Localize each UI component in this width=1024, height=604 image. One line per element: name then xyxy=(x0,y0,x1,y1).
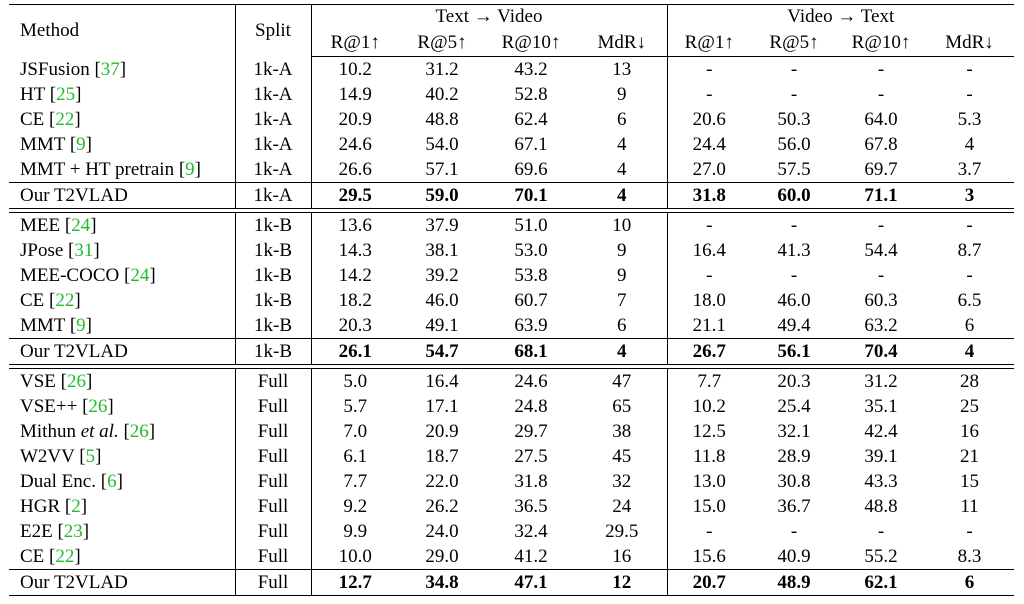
cell-value: 67.1 xyxy=(514,134,548,155)
cell-value: 30.8 xyxy=(777,471,811,492)
cell-value: 45 xyxy=(612,446,632,467)
cell-value: 31.2 xyxy=(425,59,459,80)
cell-value: 34.8 xyxy=(399,570,485,596)
cell-value: 4 xyxy=(925,339,1014,365)
cell-value: 3 xyxy=(925,183,1014,209)
cell-value: 70.4 xyxy=(837,339,925,365)
cell-value: 21 xyxy=(960,446,980,467)
cell-value: 7.7 xyxy=(667,369,751,395)
cell-value: 49.1 xyxy=(399,313,485,339)
cell-value: 32.1 xyxy=(777,421,811,442)
column-group-video-to-text: Video → Text xyxy=(667,5,1014,30)
cell-value: 60.0 xyxy=(751,183,837,209)
method-name: MMT xyxy=(20,134,66,155)
cell-value: 26.7 xyxy=(667,339,751,365)
cell-split: Full xyxy=(235,469,311,494)
table-row xyxy=(9,238,1014,263)
citation-ref: 22 xyxy=(55,546,75,567)
cell-value: 49.4 xyxy=(751,313,837,339)
cell-value: 62.1 xyxy=(837,570,925,596)
method-name: CE xyxy=(20,109,45,130)
cell-value: 20.9 xyxy=(311,107,399,132)
cell-value: 9.2 xyxy=(311,494,399,519)
cell-value: 32 xyxy=(612,471,632,492)
table-body xyxy=(9,57,1014,596)
method-name: HGR xyxy=(20,496,61,517)
cell-value: 4 xyxy=(577,157,667,183)
cell-value: 50.3 xyxy=(777,109,811,130)
cell-value: 31.2 xyxy=(837,369,925,395)
cell-value: 15 xyxy=(960,471,980,492)
cell-value: - xyxy=(667,82,751,107)
table-row-ours xyxy=(9,570,1014,596)
cell-value: 38.1 xyxy=(425,240,459,261)
cell-value: 63.9 xyxy=(485,313,577,339)
citation-ref: 9 xyxy=(76,315,86,336)
cell-method: CE [22] xyxy=(9,544,235,570)
method-name: MEE xyxy=(20,215,61,236)
cell-value: - xyxy=(667,213,751,239)
cell-value: - xyxy=(667,519,751,544)
citation-ref: 22 xyxy=(55,109,75,130)
cell-value: 24 xyxy=(612,496,632,517)
cell-value: 25.4 xyxy=(777,396,811,417)
cell-split: Full xyxy=(235,394,311,419)
cell-value: 9 xyxy=(617,84,627,105)
cell-value: 14.2 xyxy=(311,263,399,288)
cell-value: 20.3 xyxy=(311,313,399,339)
column-header-metric: MdR↓ xyxy=(925,29,1014,57)
cell-value: - xyxy=(877,59,885,80)
cell-value: 29.0 xyxy=(399,544,485,570)
cell-value: 54.0 xyxy=(425,134,459,155)
cell-split: Full xyxy=(235,570,311,596)
cell-value: 11.8 xyxy=(667,444,751,469)
cell-value: 6 xyxy=(577,313,667,339)
citation-ref: 5 xyxy=(85,446,96,467)
cell-value: 38 xyxy=(612,421,632,442)
cell-value: 29.7 xyxy=(514,421,548,442)
cell-value: 48.8 xyxy=(864,496,898,517)
cell-value: - xyxy=(877,265,885,286)
table-header xyxy=(9,5,1014,57)
method-name: MMT + HT pretrain xyxy=(20,159,175,180)
cell-value: 16.4 xyxy=(399,369,485,395)
cell-value: 41.2 xyxy=(485,544,577,570)
citation-ref: 31 xyxy=(74,240,94,261)
cell-value: 25 xyxy=(960,396,980,417)
cell-split: Full xyxy=(235,419,311,444)
cell-value: 9 xyxy=(617,265,627,286)
cell-value: 56.1 xyxy=(751,339,837,365)
cell-value: 41.3 xyxy=(777,240,811,261)
cell-value: 7 xyxy=(617,290,627,311)
cell-method xyxy=(9,570,235,596)
method-name-italic: et al. xyxy=(80,421,119,442)
method-name: VSE xyxy=(20,371,56,392)
method-name: MMT xyxy=(20,315,66,336)
results-table xyxy=(9,4,1014,596)
citation-ref: 2 xyxy=(71,496,81,517)
cell-value: 28 xyxy=(925,369,1014,395)
method-name: JPose xyxy=(20,240,64,261)
cell-value: 14.3 xyxy=(311,238,399,263)
cell-value: 56.0 xyxy=(777,134,811,155)
cell-method: HGR [2] xyxy=(20,496,88,517)
cell-value: 40.2 xyxy=(425,84,459,105)
cell-value: 51.0 xyxy=(485,213,577,239)
cell-value: 12.5 xyxy=(667,419,751,444)
cell-value: 12.7 xyxy=(311,570,399,596)
cell-value: 57.5 xyxy=(751,157,837,183)
cell-value: 5.7 xyxy=(311,394,399,419)
table-row xyxy=(9,394,1014,419)
column-header-metric: R@10↑ xyxy=(837,29,925,57)
cell-value: 5.3 xyxy=(957,109,982,130)
cell-method: MEE-COCO [24] xyxy=(20,265,156,286)
cell-value: 26.1 xyxy=(311,339,399,365)
column-header-metric: R@10↑ xyxy=(485,29,577,57)
cell-value: 40.9 xyxy=(751,544,837,570)
method-name: Our T2VLAD xyxy=(20,572,128,593)
cell-method: CE [22] xyxy=(20,290,81,311)
cell-value: 55.2 xyxy=(837,544,925,570)
cell-value: 68.1 xyxy=(485,339,577,365)
cell-value: 39.1 xyxy=(864,446,898,467)
cell-value: 24.8 xyxy=(514,396,548,417)
cell-method: VSE++ [26] xyxy=(20,396,114,417)
cell-method: HT [25] xyxy=(20,84,82,105)
cell-value: 24.6 xyxy=(311,132,399,157)
cell-split: 1k-B xyxy=(235,238,311,263)
cell-value: 10.0 xyxy=(311,544,399,570)
cell-value: 47 xyxy=(577,369,667,395)
cell-split: 1k-A xyxy=(235,183,311,209)
cell-value: - xyxy=(790,521,798,542)
table-row-ours xyxy=(9,183,1014,209)
cell-value: 36.7 xyxy=(777,496,811,517)
cell-split: Full xyxy=(235,519,311,544)
cell-value: 48.9 xyxy=(751,570,837,596)
cell-value: - xyxy=(790,59,798,80)
cell-method: JSFusion [37] xyxy=(20,58,127,80)
cell-split: 1k-A xyxy=(235,57,311,83)
cell-value: 3.7 xyxy=(925,157,1014,183)
cell-value: 26.6 xyxy=(311,157,399,183)
cell-value: 43.3 xyxy=(864,471,898,492)
cell-value: 24.4 xyxy=(667,132,751,157)
cell-value: 36.5 xyxy=(514,496,548,517)
table-row xyxy=(9,494,1014,519)
table-row-ours xyxy=(9,339,1014,365)
column-header-split: Split xyxy=(235,5,311,57)
cell-value: - xyxy=(837,213,925,239)
cell-method: CE [22] xyxy=(20,109,81,130)
cell-value: 62.4 xyxy=(514,109,548,130)
cell-value: 32.4 xyxy=(514,521,548,542)
method-name: Our T2VLAD xyxy=(20,185,128,206)
cell-value: 8.7 xyxy=(957,240,982,261)
cell-value: 65 xyxy=(612,396,632,417)
cell-value: - xyxy=(966,84,973,105)
cell-value: 53.8 xyxy=(514,265,548,286)
cell-split: Full xyxy=(235,444,311,469)
cell-value: - xyxy=(667,263,751,288)
cell-value: 8.3 xyxy=(925,544,1014,570)
cell-method: MMT + HT pretrain [9] xyxy=(9,157,235,183)
cell-split: 1k-A xyxy=(235,157,311,183)
cell-value: 24.0 xyxy=(425,521,459,542)
citation-ref: 26 xyxy=(129,421,149,442)
table-row xyxy=(9,213,1014,239)
table-row xyxy=(9,288,1014,313)
cell-method xyxy=(9,183,235,209)
cell-value: 10.2 xyxy=(311,57,399,83)
cell-value: 20.7 xyxy=(667,570,751,596)
cell-value: 31.8 xyxy=(514,471,548,492)
table-row xyxy=(9,313,1014,339)
cell-split: 1k-B xyxy=(235,213,311,239)
table-row xyxy=(9,444,1014,469)
method-name: W2VV xyxy=(20,446,75,467)
cell-split: Full xyxy=(235,369,311,395)
cell-method: W2VV [5] xyxy=(20,446,102,467)
cell-split: 1k-B xyxy=(235,288,311,313)
cell-value: 20.6 xyxy=(667,107,751,132)
cell-split: 1k-A xyxy=(235,132,311,157)
cell-value: - xyxy=(966,265,973,286)
citation-ref: 24 xyxy=(71,215,91,236)
cell-value: 48.8 xyxy=(425,109,459,130)
table-row xyxy=(9,107,1014,132)
table-row xyxy=(9,132,1014,157)
cell-value: 27.5 xyxy=(514,446,548,467)
citation-ref: 9 xyxy=(185,159,195,180)
cell-value: 14.9 xyxy=(311,82,399,107)
method-name: Mithun xyxy=(20,421,76,442)
citation-ref: 23 xyxy=(63,521,83,542)
results-table-container xyxy=(9,4,1014,596)
cell-value: 27.0 xyxy=(667,157,751,183)
cell-value: 4 xyxy=(577,339,667,365)
table-row xyxy=(9,57,1014,83)
cell-method: Dual Enc. [6] xyxy=(20,471,123,492)
citation-ref: 26 xyxy=(66,371,86,392)
cell-value: 46.0 xyxy=(425,290,459,311)
cell-method: MMT [9] xyxy=(9,313,235,339)
column-header-metric: R@1↑ xyxy=(311,29,399,57)
citation-ref: 24 xyxy=(130,265,150,286)
cell-value: 31.8 xyxy=(667,183,751,209)
cell-value: 20.9 xyxy=(425,421,459,442)
cell-split: 1k-A xyxy=(235,82,311,107)
cell-value: - xyxy=(966,521,973,542)
column-group-text-to-video: Text → Video xyxy=(311,5,667,30)
cell-value: - xyxy=(667,57,751,83)
table-row xyxy=(9,519,1014,544)
cell-value: 13.0 xyxy=(667,469,751,494)
column-header-metric: R@5↑ xyxy=(751,29,837,57)
cell-value: - xyxy=(877,84,885,105)
cell-value: 26.2 xyxy=(425,496,459,517)
cell-method: VSE [26] xyxy=(9,369,235,395)
cell-value: 29.5 xyxy=(311,183,399,209)
cell-value: 12 xyxy=(577,570,667,596)
cell-split: 1k-A xyxy=(235,107,311,132)
cell-value: 6 xyxy=(617,109,627,130)
cell-split: 1k-B xyxy=(235,313,311,339)
cell-value: 17.1 xyxy=(425,396,459,417)
table-row xyxy=(9,369,1014,395)
cell-value: 52.8 xyxy=(514,84,548,105)
header-row-groups xyxy=(9,5,1014,30)
cell-value: - xyxy=(790,84,798,105)
cell-value: 69.6 xyxy=(485,157,577,183)
cell-value: 63.2 xyxy=(837,313,925,339)
cell-value: 18.2 xyxy=(311,288,399,313)
cell-value: 35.1 xyxy=(864,396,898,417)
cell-value: 54.4 xyxy=(864,240,898,261)
cell-value: 7.0 xyxy=(311,419,399,444)
cell-method: MEE [24] xyxy=(9,213,235,239)
cell-value: 10.2 xyxy=(667,394,751,419)
cell-value: 7.7 xyxy=(311,469,399,494)
citation-ref: 6 xyxy=(107,471,117,492)
cell-value: 54.7 xyxy=(399,339,485,365)
cell-value: 22.0 xyxy=(425,471,459,492)
cell-value: - xyxy=(925,213,1014,239)
cell-value: 4 xyxy=(577,183,667,209)
method-name: E2E xyxy=(20,521,53,542)
cell-value: 9.9 xyxy=(311,519,399,544)
cell-method: E2E [23] xyxy=(20,521,90,542)
method-name: Our T2VLAD xyxy=(20,341,128,362)
cell-value: 4 xyxy=(617,134,627,155)
cell-split: 1k-B xyxy=(235,263,311,288)
cell-method: JPose [31] xyxy=(20,240,100,261)
cell-value: 6 xyxy=(925,570,1014,596)
cell-value: 60.3 xyxy=(864,290,898,311)
table-row xyxy=(9,82,1014,107)
cell-value: 13.6 xyxy=(311,213,399,239)
cell-value: 60.7 xyxy=(514,290,548,311)
cell-value: 67.8 xyxy=(864,134,898,155)
cell-value: 53.0 xyxy=(514,240,548,261)
citation-ref: 25 xyxy=(56,84,76,105)
cell-value: 6 xyxy=(925,313,1014,339)
table-row xyxy=(9,157,1014,183)
cell-value: 11 xyxy=(960,496,979,517)
cell-value: - xyxy=(877,521,885,542)
cell-value: 10 xyxy=(577,213,667,239)
cell-value: 20.3 xyxy=(751,369,837,395)
cell-value: 46.0 xyxy=(777,290,811,311)
cell-value: 24.6 xyxy=(485,369,577,395)
cell-value: 69.7 xyxy=(837,157,925,183)
cell-value: 16 xyxy=(577,544,667,570)
cell-value: 39.2 xyxy=(425,265,459,286)
cell-value: - xyxy=(751,213,837,239)
cell-value: 4 xyxy=(964,134,975,155)
table-row xyxy=(9,419,1014,444)
cell-value: 70.1 xyxy=(485,183,577,209)
cell-value: 29.5 xyxy=(605,521,639,542)
cell-value: 47.1 xyxy=(485,570,577,596)
table-row xyxy=(9,469,1014,494)
citation-ref: 9 xyxy=(76,134,86,155)
column-header-metric: MdR↓ xyxy=(577,29,667,57)
method-name: CE xyxy=(20,546,45,567)
cell-value: - xyxy=(790,265,798,286)
citation-ref: 22 xyxy=(55,290,75,311)
cell-value: 15.6 xyxy=(667,544,751,570)
cell-value: 9 xyxy=(617,240,627,261)
cell-value: 18.7 xyxy=(425,446,459,467)
cell-split: Full xyxy=(235,494,311,519)
cell-value: 59.0 xyxy=(399,183,485,209)
cell-value: 16 xyxy=(960,421,980,442)
column-header-metric: R@5↑ xyxy=(399,29,485,57)
cell-value: 15.0 xyxy=(667,494,751,519)
cell-method: Mithun et al. [26] xyxy=(20,421,156,442)
method-name: CE xyxy=(20,290,45,311)
cell-value: 6.1 xyxy=(311,444,399,469)
citation-ref: 37 xyxy=(100,58,120,80)
table-row xyxy=(9,544,1014,570)
column-header-metric: R@1↑ xyxy=(667,29,751,57)
cell-value: 42.4 xyxy=(864,421,898,442)
method-name: VSE++ xyxy=(20,396,78,417)
cell-value: 21.1 xyxy=(667,313,751,339)
cell-split: Full xyxy=(235,544,311,570)
cell-value: 64.0 xyxy=(864,109,898,130)
method-name: MEE-COCO xyxy=(20,265,120,286)
cell-value: 5.0 xyxy=(311,369,399,395)
cell-value: 57.1 xyxy=(399,157,485,183)
cell-method: MMT [9] xyxy=(20,134,92,155)
method-name: JSFusion xyxy=(20,58,90,80)
cell-value: 13 xyxy=(612,59,632,80)
cell-value: 71.1 xyxy=(837,183,925,209)
cell-value: - xyxy=(966,59,973,80)
cell-method xyxy=(9,339,235,365)
method-name: Dual Enc. xyxy=(20,471,96,492)
method-name: HT xyxy=(20,84,45,105)
cell-value: 18.0 xyxy=(667,288,751,313)
cell-value: 43.2 xyxy=(514,59,548,80)
cell-value: 28.9 xyxy=(777,446,811,467)
table-row xyxy=(9,263,1014,288)
cell-value: 37.9 xyxy=(399,213,485,239)
cell-value: 16.4 xyxy=(667,238,751,263)
citation-ref: 26 xyxy=(88,396,108,417)
cell-split: 1k-B xyxy=(235,339,311,365)
column-header-method: Method xyxy=(9,5,235,57)
cell-value: 6.5 xyxy=(957,290,982,311)
